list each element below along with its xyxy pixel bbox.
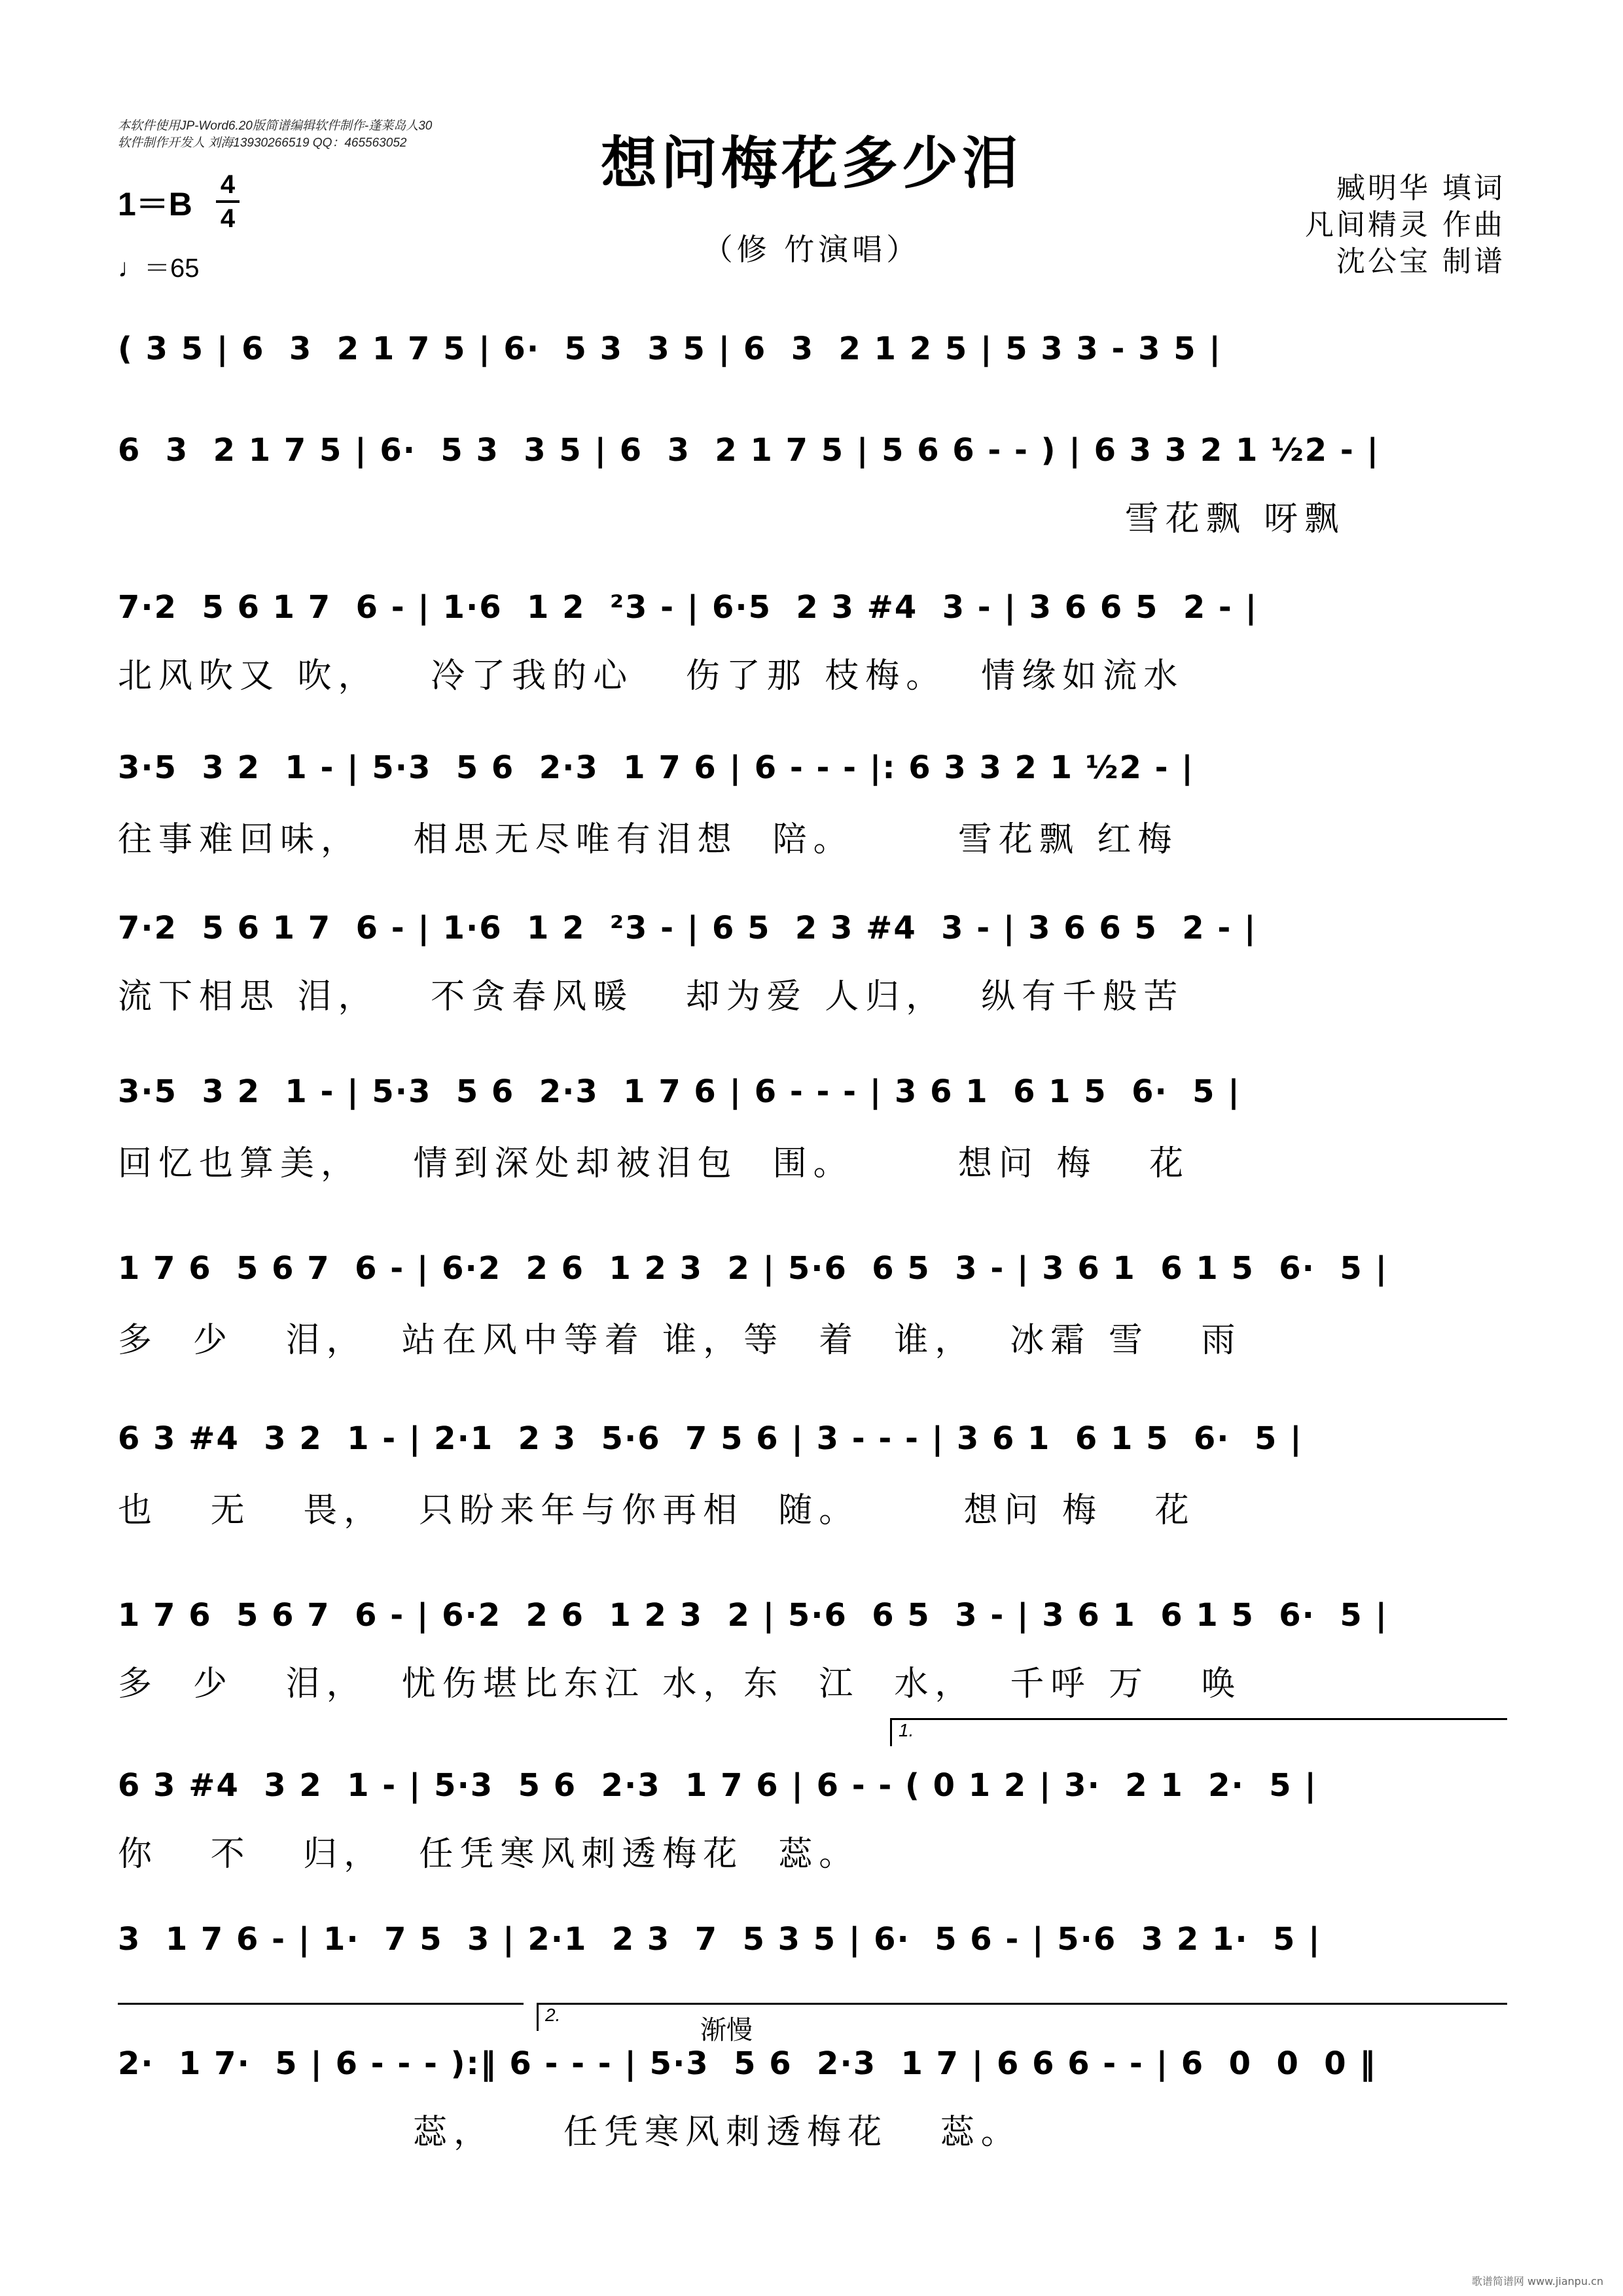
staff-system-6: 3·5 3 2 1 - | 5·3 5 6 2·3 1 7 6 | 6 - - - | 3 6 1 6 1 5 6· 5 |	[118, 1073, 1241, 1110]
arranger-credit: 沈公宝 制谱	[1336, 245, 1505, 278]
staff-system-4: 3·5 3 2 1 - | 5·3 5 6 2·3 1 7 6 | 6 - - - |: 6 3 3 2 1 ½2 - |	[118, 749, 1194, 786]
software-credit-line1: 本软件使用JP-Word6.20版简谱编辑软件制作-蓬莱岛人30	[118, 119, 433, 133]
staff-system-10: 6 3 #4 3 2 1 - | 5·3 5 6 2·3 1 7 6 | 6 - - ( 0 1 2 | 3· 2 1 2· 5 |	[118, 1767, 1317, 1804]
tempo-change-mark: 渐慢	[700, 2015, 753, 2045]
time-signature-divider	[216, 200, 240, 203]
lyric-line-3: 北风吹又 吹， 冷了我的心 伤了那 枝梅。 情缘如流水	[118, 656, 1185, 696]
time-signature	[216, 171, 240, 232]
volta-1-label: 1.	[899, 1720, 914, 1740]
staff-system-3: 7·2 5 6 1 7 6 - | 1·6 1 2 ²3 - | 6·5 2 3 #4 3 - | 3 6 6 5 2 - |	[118, 589, 1258, 626]
software-credit-line2: 软件制作开发人 刘海13930266519 QQ：465563052	[118, 136, 407, 150]
lyric-line-5: 流下相思 泪， 不贪春风暖 却为爱 人归， 纵有千般苦	[118, 977, 1185, 1016]
lyric-line-8: 也 无 畏， 只盼来年与你再相 随。 想问 梅 花	[118, 1491, 1196, 1530]
time-signature-bottom: 4	[220, 204, 236, 233]
staff-system-2: 6 3 2 1 7 5 | 6· 5 3 3 5 | 6 3 2 1 7 5 | 5 6 6 - - ) | 6 3 3 2 1 ½2 - |	[118, 432, 1380, 469]
time-signature-top: 4	[220, 170, 236, 199]
volta-1-continuation-line	[118, 2003, 524, 2005]
lyric-line-4: 往事难回味， 相思无尽唯有泪想 陪。 雪花飘 红梅	[118, 820, 1179, 859]
lyric-line-9: 多 少 泪， 忧伤堪比东江 水，东 江 水， 千呼 万 唤	[118, 1664, 1242, 1704]
volta-bracket-1	[890, 1718, 1507, 1746]
staff-system-7: 1 7 6 5 6 7 6 - | 6·2 2 6 1 2 3 2 | 5·6 6 5 3 - | 3 6 1 6 1 5 6· 5 |	[118, 1250, 1388, 1287]
staff-system-1: ( 3 5 | 6 3 2 1 7 5 | 6· 5 3 3 5 | 6 3 2 1 2 5 | 5 3 3 - 3 5 |	[118, 331, 1222, 367]
volta-2-label: 2.	[545, 2005, 561, 2025]
song-title: 想问梅花多少泪	[601, 131, 1022, 196]
song-subtitle: （修 竹演唱）	[702, 232, 921, 267]
composer-credit: 凡间精灵 作曲	[1305, 208, 1505, 242]
credits-block	[1305, 170, 1505, 280]
staff-system-8: 6 3 #4 3 2 1 - | 2·1 2 3 5·6 7 5 6 | 3 - - - | 3 6 1 6 1 5 6· 5 |	[118, 1420, 1303, 1457]
lyric-line-6: 回忆也算美， 情到深处却被泪包 围。 想问 梅 花	[118, 1144, 1190, 1183]
key-signature: 1＝B	[118, 186, 192, 223]
lyric-line-7: 多 少 泪， 站在风中等着 谁，等 着 谁， 冰霜 雪 雨	[118, 1321, 1242, 1360]
tempo-marking: ♩＝65	[118, 254, 200, 283]
lyric-line-10: 你 不 归， 任凭寒风刺透梅花 蕊。	[118, 1835, 860, 1874]
staff-system-5: 7·2 5 6 1 7 6 - | 1·6 1 2 ²3 - | 6 5 2 3 #4 3 - | 3 6 6 5 2 - |	[118, 910, 1257, 946]
staff-system-12: 2· 1 7· 5 | 6 - - - ):‖ 6 - - - | 5·3 5 6 2·3 1 7 | 6 6 6 - - | 6 0 0 0 ‖	[118, 2045, 1377, 2082]
volta-bracket-2	[537, 2003, 1507, 2031]
site-watermark: 歌谱简谱网 www.jianpu.cn	[1471, 2275, 1603, 2287]
staff-system-11: 3 1 7 6 - | 1· 7 5 3 | 2·1 2 3 7 5 3 5 | 6· 5 6 - | 5·6 3 2 1· 5 |	[118, 1921, 1321, 1958]
lyric-line-12: 蕊， 任凭寒风刺透梅花 蕊。	[118, 2113, 1022, 2152]
lyricist-credit: 臧明华 填词	[1336, 171, 1505, 205]
staff-system-9: 1 7 6 5 6 7 6 - | 6·2 2 6 1 2 3 2 | 5·6 6 5 3 - | 3 6 1 6 1 5 6· 5 |	[118, 1597, 1388, 1634]
lyric-line-2: 雪花飘 呀飘	[118, 499, 1346, 539]
